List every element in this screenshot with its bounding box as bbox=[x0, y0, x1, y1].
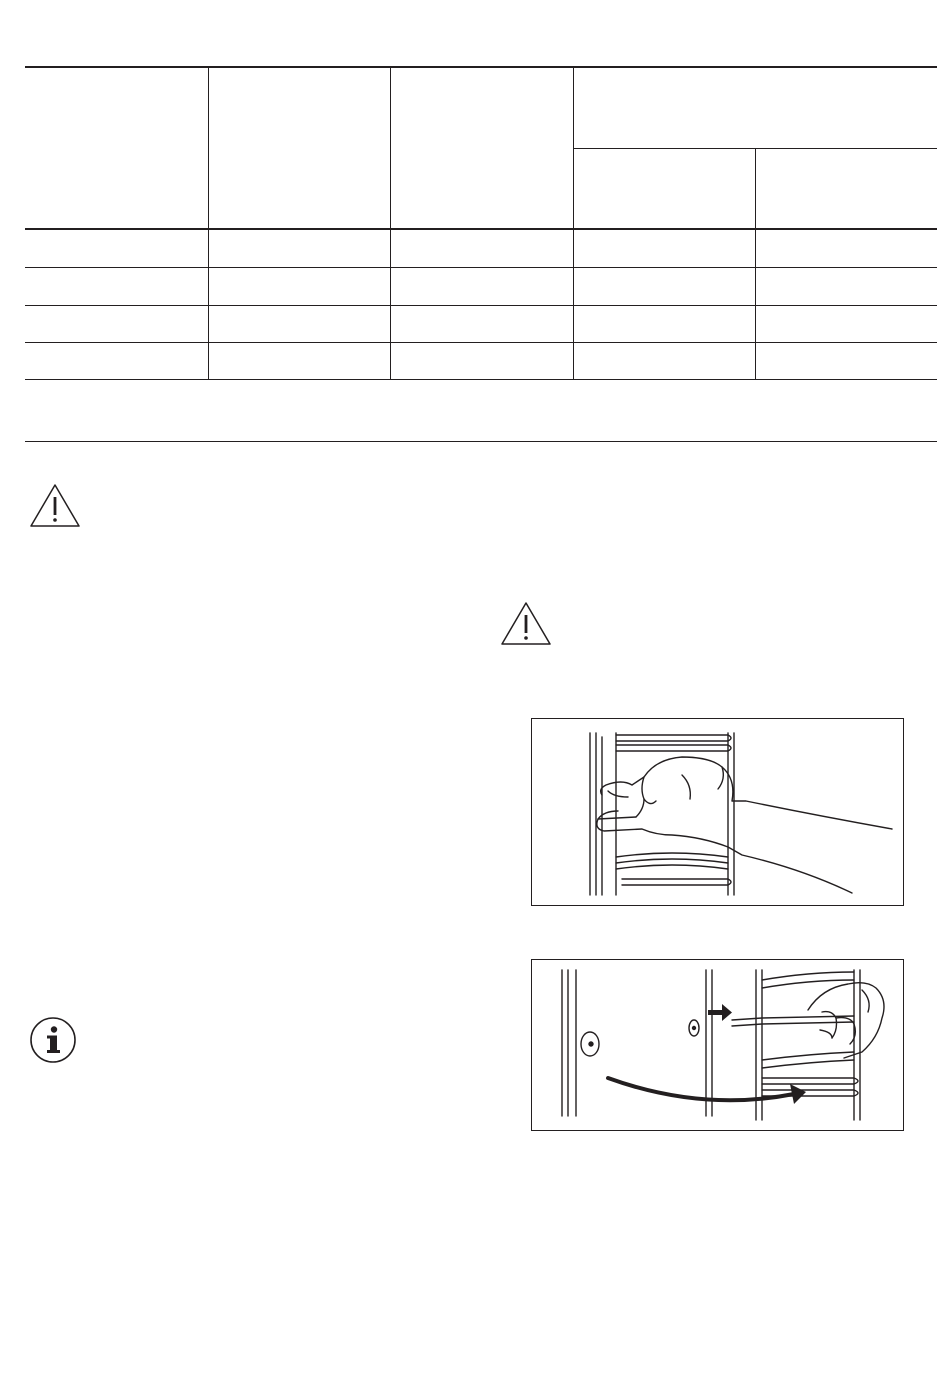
table-col-rule bbox=[208, 68, 209, 379]
warning-triangle-icon bbox=[500, 601, 552, 647]
table-bottom-rule bbox=[25, 441, 937, 442]
hand-pulling-shelf-support-illustration bbox=[531, 718, 904, 906]
table-header-rule bbox=[25, 228, 937, 230]
table-row-rule bbox=[25, 342, 937, 343]
table-col-rule bbox=[573, 68, 574, 379]
table-row-rule bbox=[25, 305, 937, 306]
table-col-rule bbox=[755, 148, 756, 379]
removing-shelf-support-illustration bbox=[531, 959, 904, 1131]
table-top-rule bbox=[25, 66, 937, 68]
table-col-rule bbox=[390, 68, 391, 379]
info-circle-icon bbox=[29, 1016, 77, 1064]
warning-triangle-icon bbox=[29, 483, 81, 529]
table-row-rule bbox=[25, 267, 937, 268]
table-row-rule bbox=[25, 379, 937, 380]
